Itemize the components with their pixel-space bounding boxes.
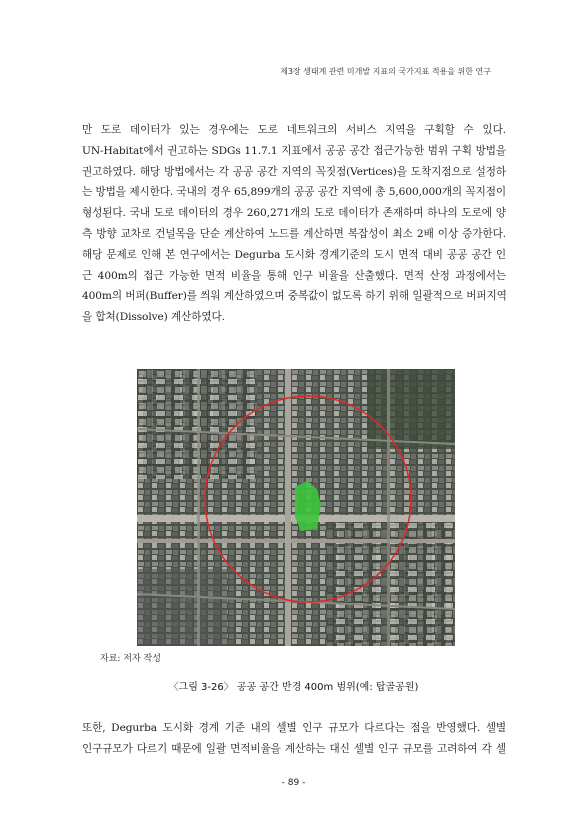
text-line: UN-Habitat에서 권고하는 SDGs 11.7.1 지표에서 공공 공간 접근가능한 범위 구획 방법을 [82, 144, 506, 157]
figure-caption: 〈그림 3-26〉 공공 공간 반경 400m 범위(예: 탑골공원) [168, 682, 419, 693]
text-line: 400m의 버퍼(Buffer)를 씌워 계산하였으며 중복값이 없도록 하기 위해 일괄적으로 버퍼지역 [82, 290, 507, 303]
text-line: 권고하였다. 해당 방법에서는 각 공공 공간 지역의 꼭짓점(Vertices)을 도착지점으로 설정하 [82, 165, 506, 178]
text-line: 근 400m의 접근 가능한 면적 비율을 통해 인구 비율을 산출했다. 면적 산정 과정에서는 [82, 269, 506, 282]
text-line: 해당 문제로 인해 본 연구에서는 Degurba 도시화 경계기준의 도시 면적 대비 공공 공간 인 [82, 248, 506, 261]
text-line: 인구규모가 다르기 때문에 일괄 면적비율을 계산하는 대신 셀별 인구 규모를 고려하여 각 셀 [82, 742, 506, 755]
text-line: 는 방법을 제시한다. 국내의 경우 65,899개의 공공 공간 지역에 총 5,600,000개의 꼭지점이 [82, 186, 506, 199]
body-paragraph-2 [82, 718, 506, 760]
page-number: - 89 - [281, 778, 306, 788]
text-line: 측 방향 교차로 건널목을 단순 계산하여 노드를 계산하면 복잡성이 최소 2배 이상 증가한다. [82, 227, 506, 240]
text-line: 또한, Degurba 도시화 경계 기준 내의 셀별 인구 규모가 다르다는 점을 반영했다. 셀별 [82, 722, 506, 734]
satellite-map-figure [137, 369, 455, 646]
text-line: 만 도로 데이터가 있는 경우에는 도로 네트워크의 서비스 지역을 구획할 수 있다. [82, 124, 506, 136]
satellite-image [137, 369, 455, 646]
text-line: 형성된다. 국내 도로 데이터의 경우 260,271개의 도로 데이터가 존재하며 하나의 도로에 양 [82, 207, 506, 220]
text-line: 을 합쳐(Dissolve) 계산하였다. [82, 311, 225, 324]
figure-source: 자료: 저자 작성 [100, 654, 161, 664]
body-paragraph-1 [82, 120, 506, 328]
running-header: 제3장 생태계 관련 미개발 지표의 국가지표 적용을 위한 연구 [280, 67, 491, 76]
